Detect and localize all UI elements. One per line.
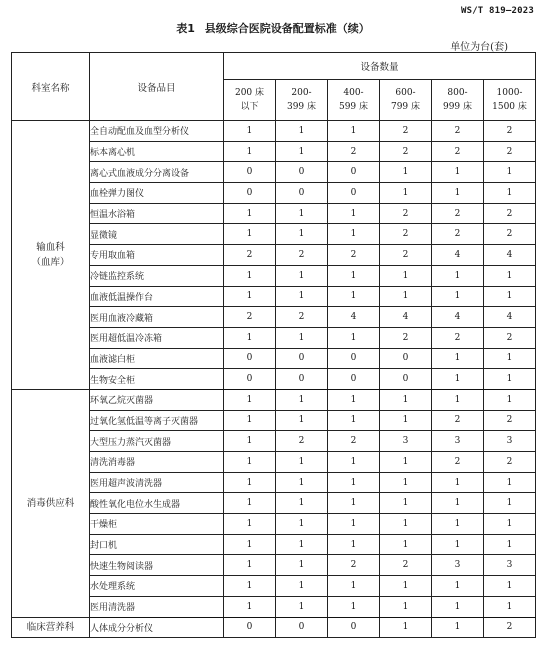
quantity-cell: 4 <box>432 245 484 266</box>
quantity-cell: 3 <box>484 431 536 452</box>
equipment-name-cell: 人体成分分析仪 <box>90 617 224 638</box>
table-title <box>0 20 546 36</box>
bed-range-line1: 400- <box>343 88 364 98</box>
quantity-cell: 1 <box>276 555 328 576</box>
quantity-cell: 1 <box>380 286 432 307</box>
quantity-cell: 1 <box>276 576 328 597</box>
quantity-cell: 1 <box>224 431 276 452</box>
quantity-cell: 1 <box>484 472 536 493</box>
quantity-cell: 1 <box>484 286 536 307</box>
quantity-cell: 1 <box>224 596 276 617</box>
quantity-cell: 1 <box>432 472 484 493</box>
quantity-group-header: 设备数量 <box>224 53 536 80</box>
quantity-cell: 1 <box>276 265 328 286</box>
table-row <box>12 493 536 514</box>
quantity-cell: 1 <box>276 493 328 514</box>
dept-name-cell <box>12 617 90 638</box>
table-row <box>12 307 536 328</box>
quantity-cell: 1 <box>484 389 536 410</box>
quantity-cell: 2 <box>380 203 432 224</box>
quantity-cell: 4 <box>484 245 536 266</box>
quantity-cell: 1 <box>328 493 380 514</box>
quantity-cell: 1 <box>432 493 484 514</box>
quantity-cell: 0 <box>276 617 328 638</box>
quantity-cell: 1 <box>276 141 328 162</box>
quantity-cell: 1 <box>380 472 432 493</box>
quantity-cell: 1 <box>380 162 432 183</box>
quantity-cell: 1 <box>276 534 328 555</box>
equipment-name-cell: 生物安全柜 <box>90 369 224 390</box>
quantity-cell: 0 <box>328 162 380 183</box>
equipment-name-cell: 环氧乙烷灭菌器 <box>90 389 224 410</box>
quantity-cell: 1 <box>328 514 380 535</box>
quantity-cell: 2 <box>484 203 536 224</box>
quantity-cell: 0 <box>328 369 380 390</box>
equipment-name-cell: 酸性氧化电位水生成器 <box>90 493 224 514</box>
quantity-cell: 3 <box>432 555 484 576</box>
quantity-cell: 1 <box>380 493 432 514</box>
bed-range-line1: 200- <box>291 88 312 98</box>
equipment-name-cell: 全自动配血及血型分析仪 <box>90 121 224 142</box>
equipment-name-cell: 冷链监控系统 <box>90 265 224 286</box>
quantity-cell: 0 <box>328 617 380 638</box>
equipment-name-cell: 医用超声波清洗器 <box>90 472 224 493</box>
equipment-name-cell: 封口机 <box>90 534 224 555</box>
quantity-cell: 1 <box>328 327 380 348</box>
quantity-cell: 1 <box>276 452 328 473</box>
table-row <box>12 369 536 390</box>
quantity-cell: 2 <box>484 617 536 638</box>
quantity-cell: 1 <box>432 617 484 638</box>
dept-subname: （血库） <box>31 256 70 268</box>
bed-range-header <box>224 80 276 121</box>
quantity-cell: 1 <box>432 369 484 390</box>
table-row <box>12 327 536 348</box>
quantity-cell: 1 <box>432 265 484 286</box>
quantity-cell: 0 <box>276 348 328 369</box>
table-row <box>12 596 536 617</box>
quantity-cell: 0 <box>380 369 432 390</box>
quantity-cell: 1 <box>328 203 380 224</box>
quantity-cell: 1 <box>276 514 328 535</box>
table-row <box>12 265 536 286</box>
quantity-cell: 1 <box>380 183 432 204</box>
quantity-cell: 0 <box>224 162 276 183</box>
table-row <box>12 245 536 266</box>
quantity-cell: 1 <box>380 389 432 410</box>
quantity-cell: 2 <box>432 410 484 431</box>
bed-range-line2: 999 床 <box>442 102 473 112</box>
quantity-cell: 2 <box>484 224 536 245</box>
quantity-cell: 1 <box>484 514 536 535</box>
bed-range-line1: 1000- <box>496 88 523 98</box>
equipment-name-cell: 干燥柜 <box>90 514 224 535</box>
quantity-cell: 1 <box>224 224 276 245</box>
table-row <box>12 452 536 473</box>
quantity-cell: 1 <box>432 162 484 183</box>
quantity-cell: 1 <box>276 410 328 431</box>
equipment-name-cell: 水处理系统 <box>90 576 224 597</box>
table-row <box>12 141 536 162</box>
quantity-cell: 1 <box>484 534 536 555</box>
table-row <box>12 183 536 204</box>
table-row <box>12 514 536 535</box>
quantity-cell: 4 <box>432 307 484 328</box>
equipment-name-cell: 血液滤白柜 <box>90 348 224 369</box>
quantity-cell: 1 <box>432 348 484 369</box>
equipment-name-cell: 医用清洗器 <box>90 596 224 617</box>
quantity-cell: 1 <box>224 141 276 162</box>
table-row <box>12 534 536 555</box>
quantity-cell: 2 <box>432 224 484 245</box>
quantity-cell: 0 <box>328 348 380 369</box>
quantity-cell: 1 <box>276 121 328 142</box>
equipment-name-cell: 血栓弹力图仪 <box>90 183 224 204</box>
quantity-cell: 1 <box>224 576 276 597</box>
quantity-cell: 1 <box>432 183 484 204</box>
quantity-cell: 1 <box>484 162 536 183</box>
quantity-cell: 4 <box>380 307 432 328</box>
quantity-cell: 4 <box>328 307 380 328</box>
quantity-cell: 3 <box>432 431 484 452</box>
quantity-cell: 1 <box>224 389 276 410</box>
quantity-cell: 1 <box>380 576 432 597</box>
quantity-cell: 2 <box>380 121 432 142</box>
quantity-cell: 2 <box>328 141 380 162</box>
quantity-cell: 0 <box>328 183 380 204</box>
quantity-cell: 2 <box>224 245 276 266</box>
table-title-text: 县级综合医院设备配置标准（续） <box>204 22 370 35</box>
dept-name: 消毒供应科 <box>26 497 75 509</box>
equipment-name-cell: 清洗消毒器 <box>90 452 224 473</box>
table-row <box>12 617 536 638</box>
table-row <box>12 389 536 410</box>
quantity-cell: 1 <box>484 576 536 597</box>
dept-name: 输血科 <box>36 241 65 253</box>
quantity-cell: 1 <box>224 534 276 555</box>
quantity-cell: 1 <box>328 389 380 410</box>
quantity-cell: 1 <box>380 596 432 617</box>
table-row <box>12 203 536 224</box>
quantity-cell: 1 <box>224 555 276 576</box>
bed-range-line2: 1500 床 <box>492 102 527 112</box>
quantity-cell: 1 <box>432 576 484 597</box>
equipment-name-cell: 血液低温操作台 <box>90 286 224 307</box>
dept-column-header: 科室名称 <box>12 53 90 121</box>
equipment-name-cell: 专用取血箱 <box>90 245 224 266</box>
bed-range-line2: 399 床 <box>286 102 317 112</box>
quantity-cell: 1 <box>276 327 328 348</box>
quantity-cell: 1 <box>432 389 484 410</box>
quantity-cell: 1 <box>224 452 276 473</box>
quantity-cell: 0 <box>224 369 276 390</box>
quantity-cell: 2 <box>432 203 484 224</box>
quantity-cell: 0 <box>276 183 328 204</box>
quantity-cell: 1 <box>328 286 380 307</box>
quantity-cell: 1 <box>224 472 276 493</box>
bed-range-line1: 800- <box>447 88 468 98</box>
quantity-cell: 1 <box>380 452 432 473</box>
quantity-cell: 1 <box>224 514 276 535</box>
quantity-cell: 3 <box>380 431 432 452</box>
quantity-cell: 4 <box>484 307 536 328</box>
quantity-cell: 2 <box>484 121 536 142</box>
quantity-cell: 1 <box>328 596 380 617</box>
quantity-cell: 2 <box>276 431 328 452</box>
quantity-cell: 1 <box>328 410 380 431</box>
table-row <box>12 162 536 183</box>
unit-note: 单位为台(套) <box>450 42 508 53</box>
quantity-cell: 1 <box>276 224 328 245</box>
quantity-cell: 1 <box>484 596 536 617</box>
quantity-cell: 1 <box>224 286 276 307</box>
quantity-cell: 2 <box>328 431 380 452</box>
table-row <box>12 576 536 597</box>
dept-name: 临床营养科 <box>26 621 75 633</box>
quantity-cell: 1 <box>328 472 380 493</box>
quantity-cell: 1 <box>484 265 536 286</box>
bed-range-header <box>432 80 484 121</box>
equipment-name-cell: 标本离心机 <box>90 141 224 162</box>
bed-range-header <box>276 80 328 121</box>
quantity-cell: 1 <box>328 452 380 473</box>
quantity-cell: 1 <box>484 369 536 390</box>
quantity-cell: 2 <box>380 327 432 348</box>
bed-range-header <box>380 80 432 121</box>
bed-range-line2: 以下 <box>240 102 259 112</box>
quantity-cell: 1 <box>484 183 536 204</box>
table-row <box>12 286 536 307</box>
quantity-cell: 2 <box>328 245 380 266</box>
quantity-cell: 1 <box>380 265 432 286</box>
quantity-cell: 1 <box>380 410 432 431</box>
equipment-name-cell: 医用血液冷藏箱 <box>90 307 224 328</box>
table-row <box>12 555 536 576</box>
quantity-cell: 2 <box>432 452 484 473</box>
quantity-cell: 2 <box>276 245 328 266</box>
quantity-cell: 2 <box>484 327 536 348</box>
quantity-cell: 1 <box>224 121 276 142</box>
quantity-cell: 1 <box>224 203 276 224</box>
quantity-cell: 2 <box>380 141 432 162</box>
quantity-cell: 0 <box>276 369 328 390</box>
quantity-cell: 2 <box>224 307 276 328</box>
quantity-cell: 2 <box>380 555 432 576</box>
quantity-cell: 2 <box>484 452 536 473</box>
quantity-cell: 2 <box>484 410 536 431</box>
table-number: 表1 <box>176 22 195 35</box>
table-row <box>12 472 536 493</box>
quantity-cell: 1 <box>328 224 380 245</box>
table-row <box>12 121 536 142</box>
quantity-cell: 1 <box>484 493 536 514</box>
dept-name-cell <box>12 121 90 390</box>
quantity-cell: 1 <box>380 514 432 535</box>
quantity-cell: 1 <box>276 389 328 410</box>
quantity-cell: 0 <box>276 162 328 183</box>
bed-range-header <box>484 80 536 121</box>
quantity-cell: 2 <box>276 307 328 328</box>
quantity-cell: 2 <box>380 245 432 266</box>
table-row <box>12 410 536 431</box>
quantity-cell: 3 <box>484 555 536 576</box>
quantity-cell: 1 <box>380 534 432 555</box>
equipment-name-cell: 过氧化氢低温等离子灭菌器 <box>90 410 224 431</box>
quantity-cell: 2 <box>432 327 484 348</box>
quantity-cell: 1 <box>224 493 276 514</box>
equipment-name-cell: 显微镜 <box>90 224 224 245</box>
quantity-cell: 1 <box>328 534 380 555</box>
quantity-cell: 1 <box>432 286 484 307</box>
quantity-cell: 1 <box>224 410 276 431</box>
table-row <box>12 224 536 245</box>
bed-range-line1: 200 床 <box>234 88 265 98</box>
quantity-cell: 1 <box>276 596 328 617</box>
bed-range-line2: 599 床 <box>338 102 369 112</box>
quantity-cell: 1 <box>224 265 276 286</box>
quantity-cell: 1 <box>328 576 380 597</box>
quantity-cell: 1 <box>432 534 484 555</box>
dept-name-cell <box>12 389 90 617</box>
equipment-name-cell: 大型压力蒸汽灭菌器 <box>90 431 224 452</box>
quantity-cell: 1 <box>224 327 276 348</box>
quantity-cell: 1 <box>328 265 380 286</box>
quantity-cell: 1 <box>276 472 328 493</box>
quantity-cell: 2 <box>432 141 484 162</box>
quantity-cell: 2 <box>328 555 380 576</box>
equipment-name-cell: 医用超低温冷冻箱 <box>90 327 224 348</box>
quantity-cell: 1 <box>484 348 536 369</box>
quantity-cell: 2 <box>432 121 484 142</box>
table-row <box>12 431 536 452</box>
equipment-name-cell: 离心式血液成分分离设备 <box>90 162 224 183</box>
quantity-cell: 1 <box>328 121 380 142</box>
bed-range-line2: 799 床 <box>390 102 421 112</box>
quantity-cell: 0 <box>224 617 276 638</box>
bed-range-header <box>328 80 380 121</box>
quantity-cell: 1 <box>380 617 432 638</box>
item-column-header: 设备品目 <box>90 53 224 121</box>
quantity-cell: 0 <box>380 348 432 369</box>
quantity-cell: 2 <box>380 224 432 245</box>
equipment-table <box>11 52 536 638</box>
quantity-cell: 0 <box>224 348 276 369</box>
quantity-cell: 1 <box>432 514 484 535</box>
quantity-cell: 1 <box>432 596 484 617</box>
quantity-cell: 2 <box>484 141 536 162</box>
bed-range-line1: 600- <box>395 88 416 98</box>
equipment-name-cell: 快速生物阅读器 <box>90 555 224 576</box>
table-row <box>12 348 536 369</box>
quantity-cell: 1 <box>276 203 328 224</box>
standard-code: WS/T 819—2023 <box>460 6 534 16</box>
table-header <box>12 53 536 121</box>
table-body <box>12 121 536 638</box>
quantity-cell: 0 <box>224 183 276 204</box>
equipment-name-cell: 恒温水浴箱 <box>90 203 224 224</box>
quantity-cell: 1 <box>276 286 328 307</box>
